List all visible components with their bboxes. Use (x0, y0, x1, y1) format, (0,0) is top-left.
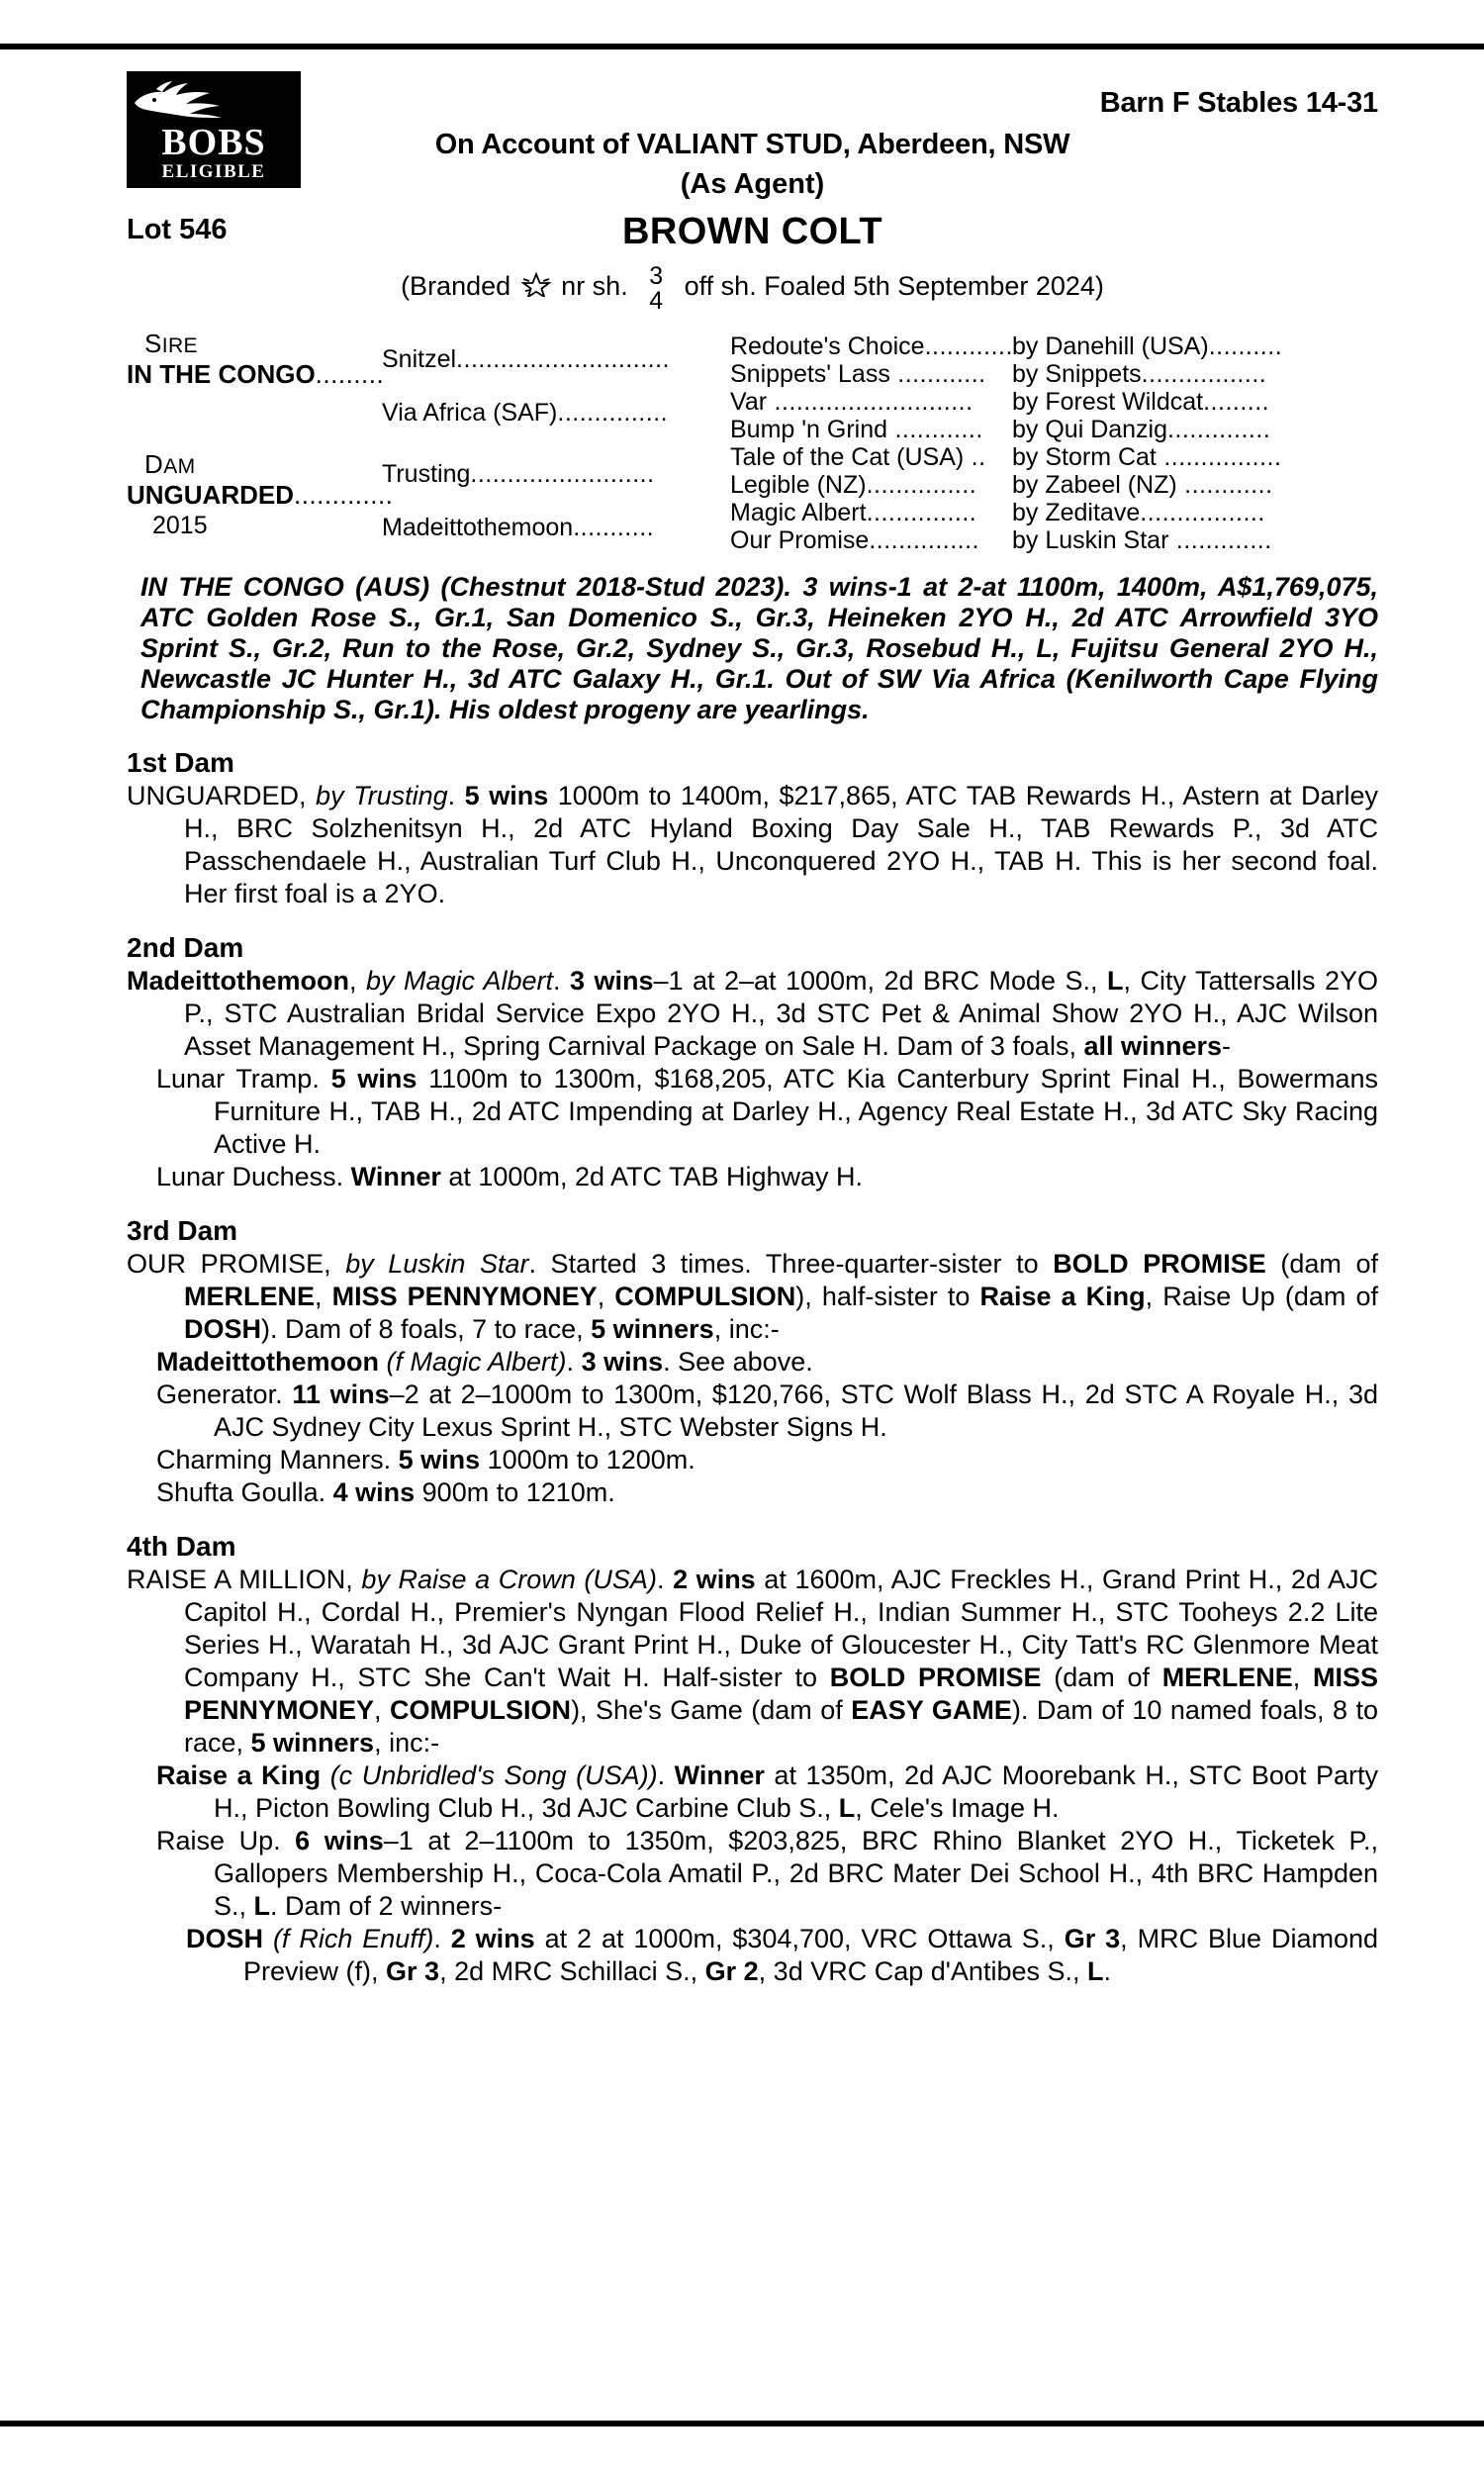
pedigree-gen3-name: Var ........................... (730, 388, 974, 416)
dam-heading: 4th Dam (127, 1531, 236, 1562)
pedigree-entry: Lunar Duchess. Winner at 1000m, 2d ATC TAB Highway H. (156, 1162, 864, 1191)
bobs-logo-word: BOBS (161, 122, 266, 163)
pedigree-gen3-by: by Zeditave................. (1012, 499, 1265, 526)
pedigree-gen2-row: Madeittothemoon........... (382, 514, 655, 541)
dam-heading: 1st Dam (127, 747, 234, 778)
pedigree-entry: DOSH (f Rich Enuff). 2 wins at 2 at 1000m, $304,700, VRC Ottawa S., Gr 3, MRC Blue Diamond Preview (f), Gr 3, 2d MRC Schillaci S., Gr 2, 3d VRC Cap d'Antibes S., L. (186, 1924, 1379, 1986)
pedigree-gen3-by: by Danehill (USA).......... (1012, 333, 1283, 360)
dam-heading: 3rd Dam (127, 1215, 238, 1246)
pedigree-entry: OUR PROMISE, by Luskin Star. Started 3 times. Three-quarter-sister to BOLD PROMISE (dam of MERLENE, MISS PENNYMONEY, COMPULSION), half-sister to Raise a King, Raise Up (dam of DOSH). Dam of 8 foals, 7 to race, 5 winners, inc:- (127, 1249, 1379, 1344)
barn-stables-label: Barn F Stables 14-31 (1099, 87, 1378, 119)
as-agent-label: (As Agent) (680, 168, 825, 200)
pedigree-gen3-by: by Qui Danzig.............. (1012, 416, 1271, 443)
pedigree-table (127, 331, 1378, 558)
brand-fraction-numerator: 3 (649, 262, 664, 290)
pedigree-gen3-by: by Storm Cat ................ (1012, 443, 1282, 471)
pedigree-entry: Shufta Goulla. 4 wins 900m to 1210m. (156, 1477, 615, 1507)
branded-mid: nr sh. (561, 271, 628, 302)
pedigree-gen3-name: Our Promise............... (730, 526, 979, 554)
vendor-account-label: On Account of VALIANT STUD, Aberdeen, NSW (434, 129, 1070, 160)
pedigree-entry: RAISE A MILLION, by Raise a Crown (USA). 2 wins at 1600m, AJC Freckles H., Grand Print H., 2d AJC Capitol H., Cordal H., Premier's Nyngan Flood Relief H., Indian Summer H., STC Tooheys 2.2 Lite Series H., Waratah H., 3d AJC Grant Print H., Duke of Gloucester H., City Tatt's RC Glenmore Meat Company H., STC She Can't Wait H. Half-sister to BOLD PROMISE (dam of MERLENE, MISS PENNYMONEY, COMPULSION), She's Game (dam of EASY GAME). Dam of 10 named foals, 8 to race, 5 winners, inc:- (127, 1565, 1379, 1758)
pedigree-gen2-row: Trusting......................... (382, 460, 655, 488)
pedigree-entry: Generator. 11 wins–2 at 2–1000m to 1300m, $120,766, STC Wolf Blass H., 2d STC A Royale H., 3d AJC Sydney City Lexus Sprint H., STC Webster Signs H. (156, 1380, 1378, 1442)
pedigree-entry: Charming Manners. 5 wins 1000m to 1200m. (156, 1445, 696, 1475)
dam-block (127, 451, 393, 541)
sire-name: IN THE CONGO......... (127, 359, 385, 389)
dam-caption: DAM (144, 449, 196, 479)
dam-year: 2015 (152, 512, 208, 539)
dam-heading: 2nd Dam (127, 932, 244, 963)
branding-line (127, 263, 1378, 313)
sire-block (127, 331, 384, 389)
dam-name: UNGUARDED............. (127, 480, 394, 510)
branded-prefix: (Branded (401, 271, 511, 302)
pedigree-entry: Raise a King (c Unbridled's Song (USA)). Winner at 1350m, 2d AJC Moorebank H., STC Boot Party H., Picton Bowling Club H., 3d AJC Carbine Club S., L, Cele's Image H. (156, 1760, 1379, 1823)
pedigree-gen3-name: Snippets' Lass ............ (730, 360, 986, 388)
horse-head-icon (127, 79, 245, 123)
star-brand-icon (521, 269, 551, 303)
pedigree-gen3-name: Bump 'n Grind ............ (730, 416, 983, 443)
pedigree-gen3-name: Legible (NZ)............... (730, 471, 977, 499)
pedigree-entry: Madeittothemoon, by Magic Albert. 3 wins–1 at 2–at 1000m, 2d BRC Mode S., L, City Tattersalls 2YO P., STC Australian Bridal Service Expo 2YO H., 3d STC Pet & Animal Show 2YO H., AJC Wilson Asset Management H., Spring Carnival Package on Sale H. Dam of 3 foals, all winners- (127, 966, 1378, 1061)
pedigree-gen3-name: Magic Albert............... (730, 499, 977, 526)
sire-caption: SIRE (144, 329, 198, 358)
top-rule (0, 44, 1484, 49)
pedigree-gen3-name: Redoute's Choice............ (730, 333, 1013, 360)
dam-sections (127, 747, 1378, 1988)
pedigree-gen2-row: Via Africa (SAF)............... (382, 399, 669, 427)
title-row (127, 210, 1378, 259)
pedigree-gen3-by: by Luskin Star ............. (1012, 526, 1272, 554)
page-title: BROWN COLT (622, 211, 882, 252)
pedigree-entry: UNGUARDED, by Trusting. 5 wins 1000m to 1400m, $217,865, ATC TAB Rewards H., Astern at Darley H., BRC Solzhenitsyn H., 2d ATC Hyland Boxing Day Sale H., TAB Rewards P., 3d ATC Passchendaele H., Australian Turf Club H., Unconquered 2YO H., TAB H. This is her second foal. Her first foal is a 2YO. (127, 781, 1378, 908)
pedigree-gen3-name: Tale of the Cat (USA) .. (730, 443, 986, 471)
branded-suffix: off sh. Foaled 5th September 2024) (684, 271, 1104, 302)
sire-summary-paragraph: IN THE CONGO (AUS) (Chestnut 2018-Stud 2023). 3 wins-1 at 2-at 1100m, 1400m, A$1,769,075, ATC Golden Rose S., Gr.1, San Domenico S., Gr.3, Heineken 2YO H., 2d ATC Arrowfield 3YO Sprint S., Gr.2, Run to the Rose, Gr.2, Sydney S., Gr.3, Rosebud H., L, Fujitsu General 2YO H., Newcastle JC Hunter H., 3d ATC Galaxy H., Gr.1. Out of SW Via Africa (Kenilworth Cape Flying Championship S., Gr.1). His oldest progeny are yearlings. (140, 572, 1378, 724)
lot-number: Lot 546 (127, 214, 228, 245)
pedigree-entry: Raise Up. 6 wins–1 at 2–1100m to 1350m, $203,825, BRC Rhino Blanket 2YO H., Ticketek P., Gallopers Membership H., Coca-Cola Amatil P., 2d BRC Mater Dei School H., 4th BRC Hampden S., L. Dam of 2 winners- (156, 1826, 1378, 1921)
bottom-rule (0, 2421, 1484, 2426)
pedigree-gen3-by: by Zabeel (NZ) ............ (1012, 471, 1273, 499)
brand-fraction (649, 264, 663, 314)
header (127, 61, 1378, 200)
brand-fraction-denominator: 4 (649, 287, 664, 315)
bobs-logo-subtitle: ELIGIBLE (161, 161, 266, 182)
pedigree-entry: Lunar Tramp. 5 wins 1100m to 1300m, $168,205, ATC Kia Canterbury Sprint Final H., Bowermans Furniture H., TAB H., 2d ATC Impending at Darley H., Agency Real Estate H., 3d ATC Sky Racing Active H. (156, 1064, 1379, 1159)
pedigree-entry: Madeittothemoon (f Magic Albert). 3 wins. See above. (156, 1347, 813, 1377)
pedigree-gen3-by: by Forest Wildcat......... (1012, 388, 1270, 416)
pedigree-gen3-by: by Snippets................. (1012, 360, 1267, 388)
page-content (127, 61, 1378, 1988)
pedigree-gen2-row: Snitzel............................. (382, 345, 670, 373)
